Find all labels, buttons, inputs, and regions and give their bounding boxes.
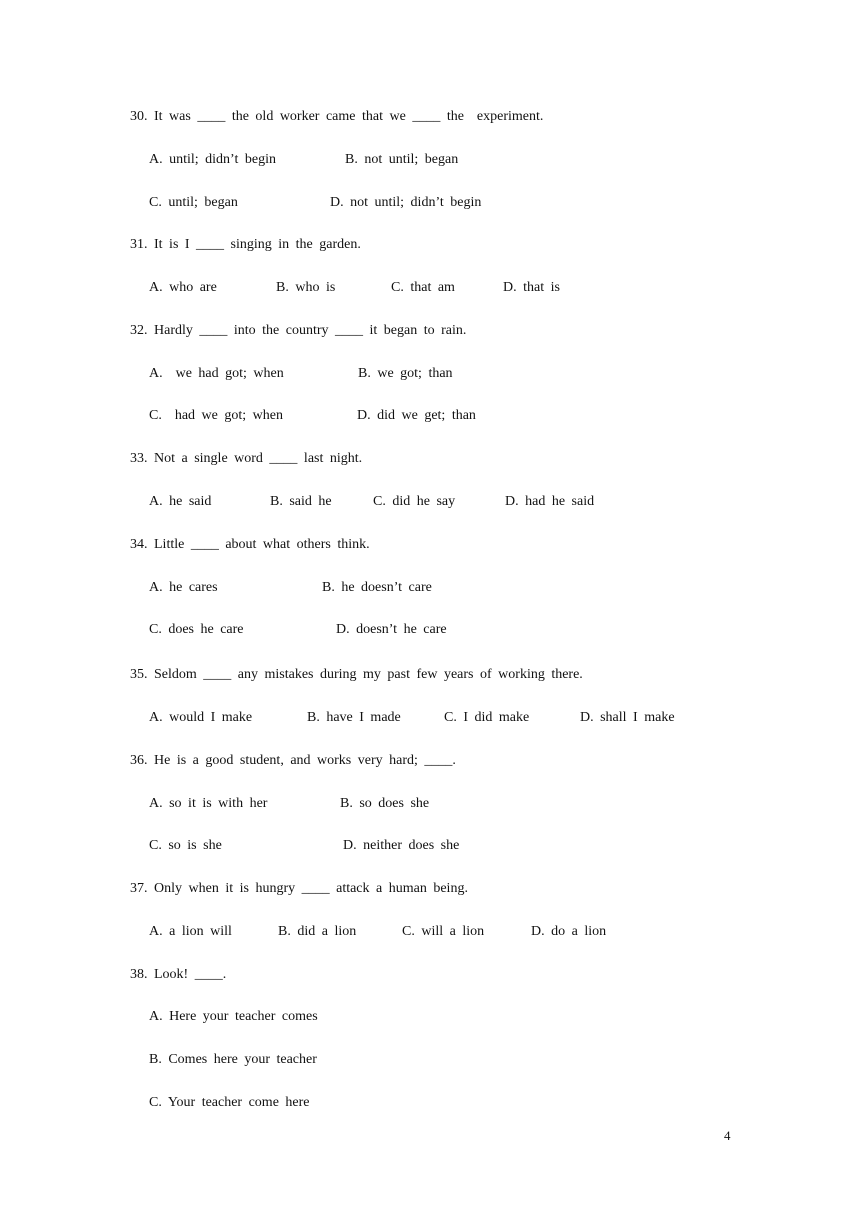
question-38-option-b: B. Comes here your teacher [149,1052,317,1067]
question-34-option-c: C. does he care [149,622,244,637]
question-37-option-a: A. a lion will [149,924,232,939]
question-38-stem: 38. Look! ____. [130,967,227,982]
question-38-option-a: A. Here your teacher comes [149,1009,318,1024]
question-37-option-b: B. did a lion [278,924,357,939]
question-35-option-d: D. shall I make [580,710,675,725]
question-35-option-c: C. I did make [444,710,530,725]
question-33-option-b: B. said he [270,494,332,509]
question-31-option-a: A. who are [149,280,217,295]
question-36-option-d: D. neither does she [343,838,460,853]
question-35-option-b: B. have I made [307,710,401,725]
question-38-option-c: C. Your teacher come here [149,1095,310,1110]
question-33-option-d: D. had he said [505,494,595,509]
question-30-option-d: D. not until; didn’t begin [330,195,482,210]
question-37-stem: 37. Only when it is hungry ____ attack a human being. [130,881,468,896]
question-31-option-c: C. that am [391,280,455,295]
question-34-option-a: A. he cares [149,580,218,595]
question-31-option-d: D. that is [503,280,560,295]
question-30-option-a: A. until; didn’t begin [149,152,276,167]
question-32-stem: 32. Hardly ____ into the country ____ it began to rain. [130,323,467,338]
question-33-stem: 33. Not a single word ____ last night. [130,451,363,466]
question-34-option-d: D. doesn’t he care [336,622,447,637]
question-33-option-c: C. did he say [373,494,456,509]
question-36-option-c: C. so is she [149,838,222,853]
question-35-stem: 35. Seldom ____ any mistakes during my past few years of working there. [130,667,583,682]
question-30-stem: 30. It was ____ the old worker came that we ____ the experiment. [130,109,544,124]
question-36-option-a: A. so it is with her [149,796,268,811]
page-number: 4 [724,1128,731,1143]
question-32-option-b: B. we got; than [358,366,453,381]
question-37-option-d: D. do a lion [531,924,607,939]
question-34-option-b: B. he doesn’t care [322,580,432,595]
question-36-option-b: B. so does she [340,796,430,811]
question-36-stem: 36. He is a good student, and works very hard; ____. [130,753,456,768]
question-35-option-a: A. would I make [149,710,253,725]
question-33-option-a: A. he said [149,494,212,509]
question-30-option-b: B. not until; began [345,152,459,167]
question-32-option-c: C. had we got; when [149,408,283,423]
question-32-option-d: D. did we get; than [357,408,476,423]
question-31-stem: 31. It is I ____ singing in the garden. [130,237,361,252]
question-32-option-a: A. we had got; when [149,366,284,381]
question-34-stem: 34. Little ____ about what others think. [130,537,370,552]
question-30-option-c: C. until; began [149,195,238,210]
question-37-option-c: C. will a lion [402,924,485,939]
question-31-option-b: B. who is [276,280,336,295]
